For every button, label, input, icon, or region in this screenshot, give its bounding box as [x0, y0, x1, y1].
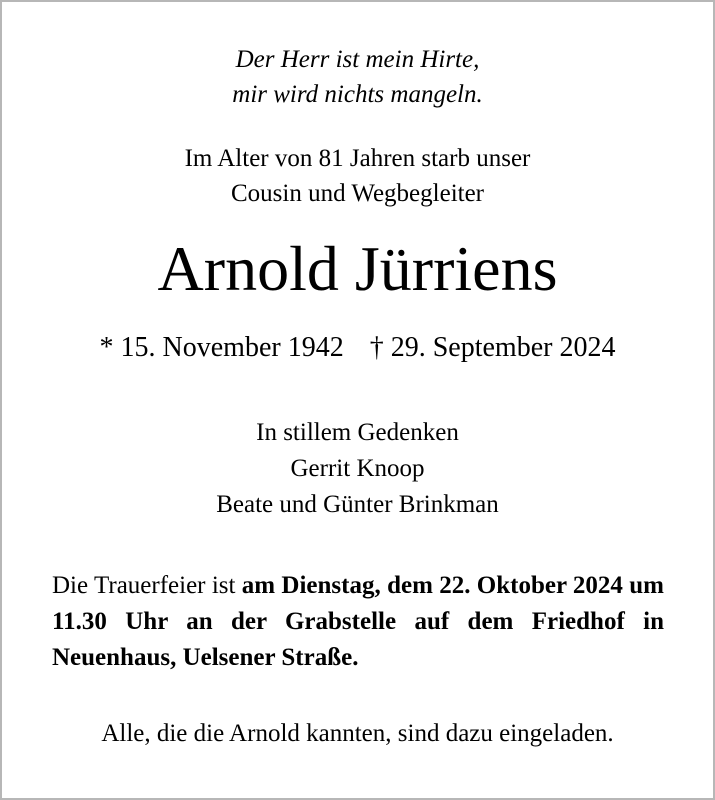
funeral-date-location: am Dienstag, dem 22. Oktober 2024 um 11.30 Uhr an der Grabstelle auf dem Friedhof in Neuenhaus, Uelsener Straße.	[52, 572, 664, 671]
closing-invitation: Alle, die die Arnold kannten, sind dazu eingeladen.	[101, 720, 614, 747]
mourners-heading: In stillem Gedenken	[256, 419, 459, 446]
verse-line-1: Der Herr ist mein Hirte,	[235, 46, 480, 73]
mourner-name: Beate und Günter Brinkman	[216, 491, 499, 518]
funeral-lead: Die Trauerfeier ist	[52, 572, 242, 599]
death-announcement-intro	[0, 141, 715, 211]
mourner-name: Gerrit Knoop	[290, 455, 425, 482]
birth-date: * 15. November 1942	[99, 332, 344, 363]
deceased-name: Arnold Jürriens	[157, 233, 558, 304]
verse-line-2: mir wird nichts mangeln.	[232, 81, 483, 108]
life-dates	[0, 330, 715, 366]
intro-line-1: Im Alter von 81 Jahren starb unser	[184, 145, 531, 172]
bible-verse	[0, 42, 715, 112]
intro-line-2: Cousin und Wegbegleiter	[230, 180, 485, 207]
funeral-details	[52, 568, 664, 676]
death-date: † 29. September 2024	[369, 332, 616, 363]
mourners-block	[0, 415, 715, 523]
